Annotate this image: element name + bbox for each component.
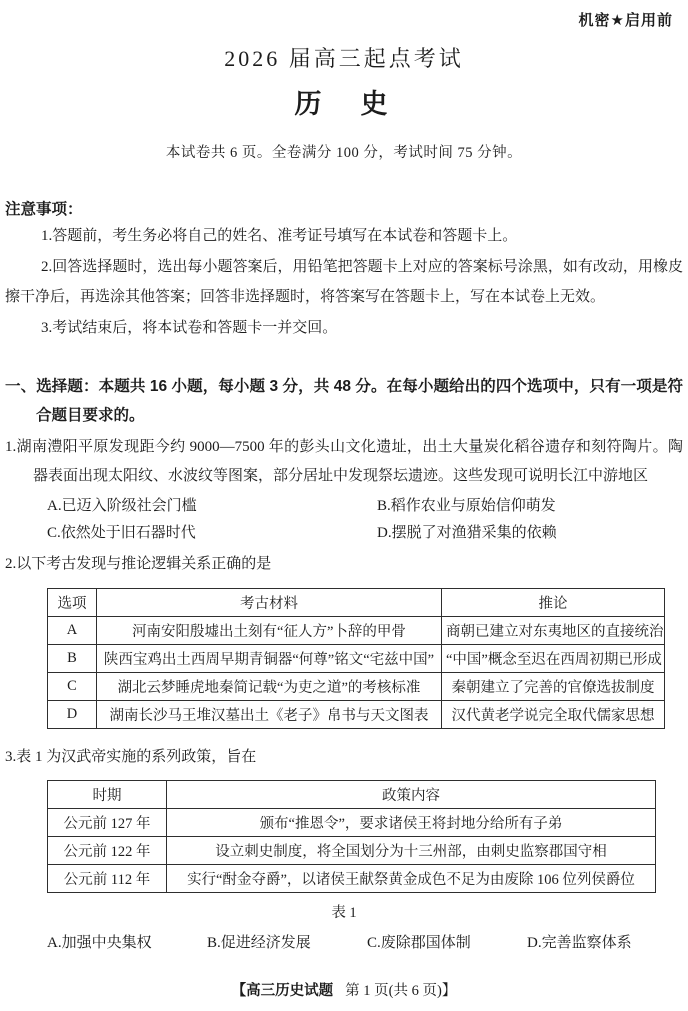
question-3-option-a: A.加强中央集权	[47, 935, 152, 951]
table-header-cell: 推论	[442, 588, 665, 616]
question-3-table	[47, 780, 656, 893]
footer-exam-name: 【高三历史试题	[231, 983, 334, 999]
table-cell: “中国”概念至迟在西周初期已形成	[442, 644, 665, 672]
table-cell: 汉代黄老学说完全取代儒家思想	[442, 700, 665, 728]
question-1-stem	[5, 433, 683, 490]
table-cell: 公元前 112 年	[48, 865, 167, 893]
table-caption: 表 1	[331, 905, 357, 921]
question-3-text: 表 1 为汉武帝实施的系列政策，旨在	[16, 748, 257, 765]
subject-title: 历 史	[294, 89, 394, 119]
question-1-options	[5, 493, 683, 547]
question-3-option-b: B.促进经济发展	[207, 935, 311, 951]
table-cell: 实行“酎金夺爵”，以诸侯王献祭黄金成色不足为由废除 106 位列侯爵位	[167, 865, 656, 893]
question-3-options	[5, 932, 683, 954]
notice-item-2: 2.回答选择题时，选出每小题答案后，用铅笔把答题卡上对应的答案标号涂黑，如有改动，用橡皮擦干净后，再选涂其他答案；回答非选择题时，将答案写在答题卡上，写在本试卷上无效。	[5, 258, 683, 305]
notice-item-3: 3.考试结束后，将本试卷和答题卡一并交回。	[41, 319, 338, 336]
table-cell: 公元前 122 年	[48, 837, 167, 865]
table-header-cell: 考古材料	[97, 588, 442, 616]
table-cell: 秦朝建立了完善的官僚选拔制度	[442, 672, 665, 700]
table-header-cell: 选项	[48, 588, 97, 616]
table-row	[48, 644, 665, 672]
question-1-option-d: D.摆脱了对渔猎采集的依赖	[377, 525, 557, 541]
table-cell: 商朝已建立对东夷地区的直接统治	[442, 616, 665, 644]
table-row	[48, 837, 656, 865]
notice-item-1: 1.答题前，考生务必将自己的姓名、准考证号填写在本试卷和答题卡上。	[41, 228, 518, 244]
section-heading: 一、选择题：本题共 16 小题，每小题 3 分，共 48 分。在每小题给出的四个选项中，只有一项是符合题目要求的。	[5, 378, 683, 424]
exam-info: 本试卷共 6 页。全卷满分 100 分，考试时间 75 分钟。	[165, 145, 523, 161]
table-cell: 公元前 127 年	[48, 809, 167, 837]
question-1-text: 湖南澧阳平原发现距今约 9000—7500 年的彭头山文化遗址，出土大量炭化稻谷遗存和刻符陶片。陶器表面出现太阳纹、水波纹等图案，部分居址中发现祭坛遗迹。这些发现可说明长江中游地区	[16, 439, 683, 484]
table-cell: 湖南长沙马王堆汉墓出土《老子》帛书与天文图表	[97, 700, 442, 728]
question-2-number: 2.	[5, 556, 17, 572]
question-3-option-c: C.废除郡国体制	[367, 935, 471, 951]
notice-heading: 注意事项：	[5, 201, 83, 218]
question-1-option-c: C.依然处于旧石器时代	[47, 525, 196, 541]
question-3	[5, 743, 683, 955]
table-cell: B	[48, 644, 97, 672]
secret-label: 机密★启用前	[578, 12, 673, 29]
question-1-option-a: A.已迈入阶级社会门槛	[47, 498, 197, 514]
notice-section	[5, 199, 683, 343]
question-1-number: 1.	[5, 439, 17, 455]
table-cell: 河南安阳殷墟出土刻有“征人方”卜辞的甲骨	[97, 616, 442, 644]
table-cell: C	[48, 672, 97, 700]
question-3-option-d: D.完善监察体系	[527, 935, 632, 951]
question-2	[5, 550, 683, 729]
question-2-table	[47, 588, 665, 729]
table-header-row	[48, 588, 665, 616]
table-cell: 颁布“推恩令”，要求诸侯王将封地分给所有子弟	[167, 809, 656, 837]
question-2-stem	[5, 550, 683, 579]
table-row	[48, 865, 656, 893]
table-header-cell: 政策内容	[167, 781, 656, 809]
table-row	[48, 809, 656, 837]
question-3-stem	[5, 743, 683, 772]
table-row	[48, 672, 665, 700]
question-2-text: 以下考古发现与推论逻辑关系正确的是	[16, 556, 272, 572]
table-cell: A	[48, 616, 97, 644]
table-row	[48, 616, 665, 644]
footer-page-number: 第 1 页(共 6 页)】	[345, 983, 457, 999]
table-header-row	[48, 781, 656, 809]
table-cell: D	[48, 700, 97, 728]
question-3-number: 3.	[5, 748, 17, 765]
question-1-option-b: B.稻作农业与原始信仰萌发	[377, 498, 556, 514]
table-cell: 湖北云梦睡虎地秦简记载“为吏之道”的考核标准	[97, 672, 442, 700]
table-header-cell: 时期	[48, 781, 167, 809]
exam-title: 2026 届高三起点考试	[224, 46, 464, 71]
table-row	[48, 700, 665, 728]
table-cell: 陕西宝鸡出土西周早期青铜器“何尊”铭文“宅兹中国”	[97, 644, 442, 672]
page-footer	[0, 979, 688, 1000]
table-cell: 设立刺史制度，将全国划分为十三州部，由刺史监察郡国守相	[167, 837, 656, 865]
question-1	[5, 433, 683, 547]
